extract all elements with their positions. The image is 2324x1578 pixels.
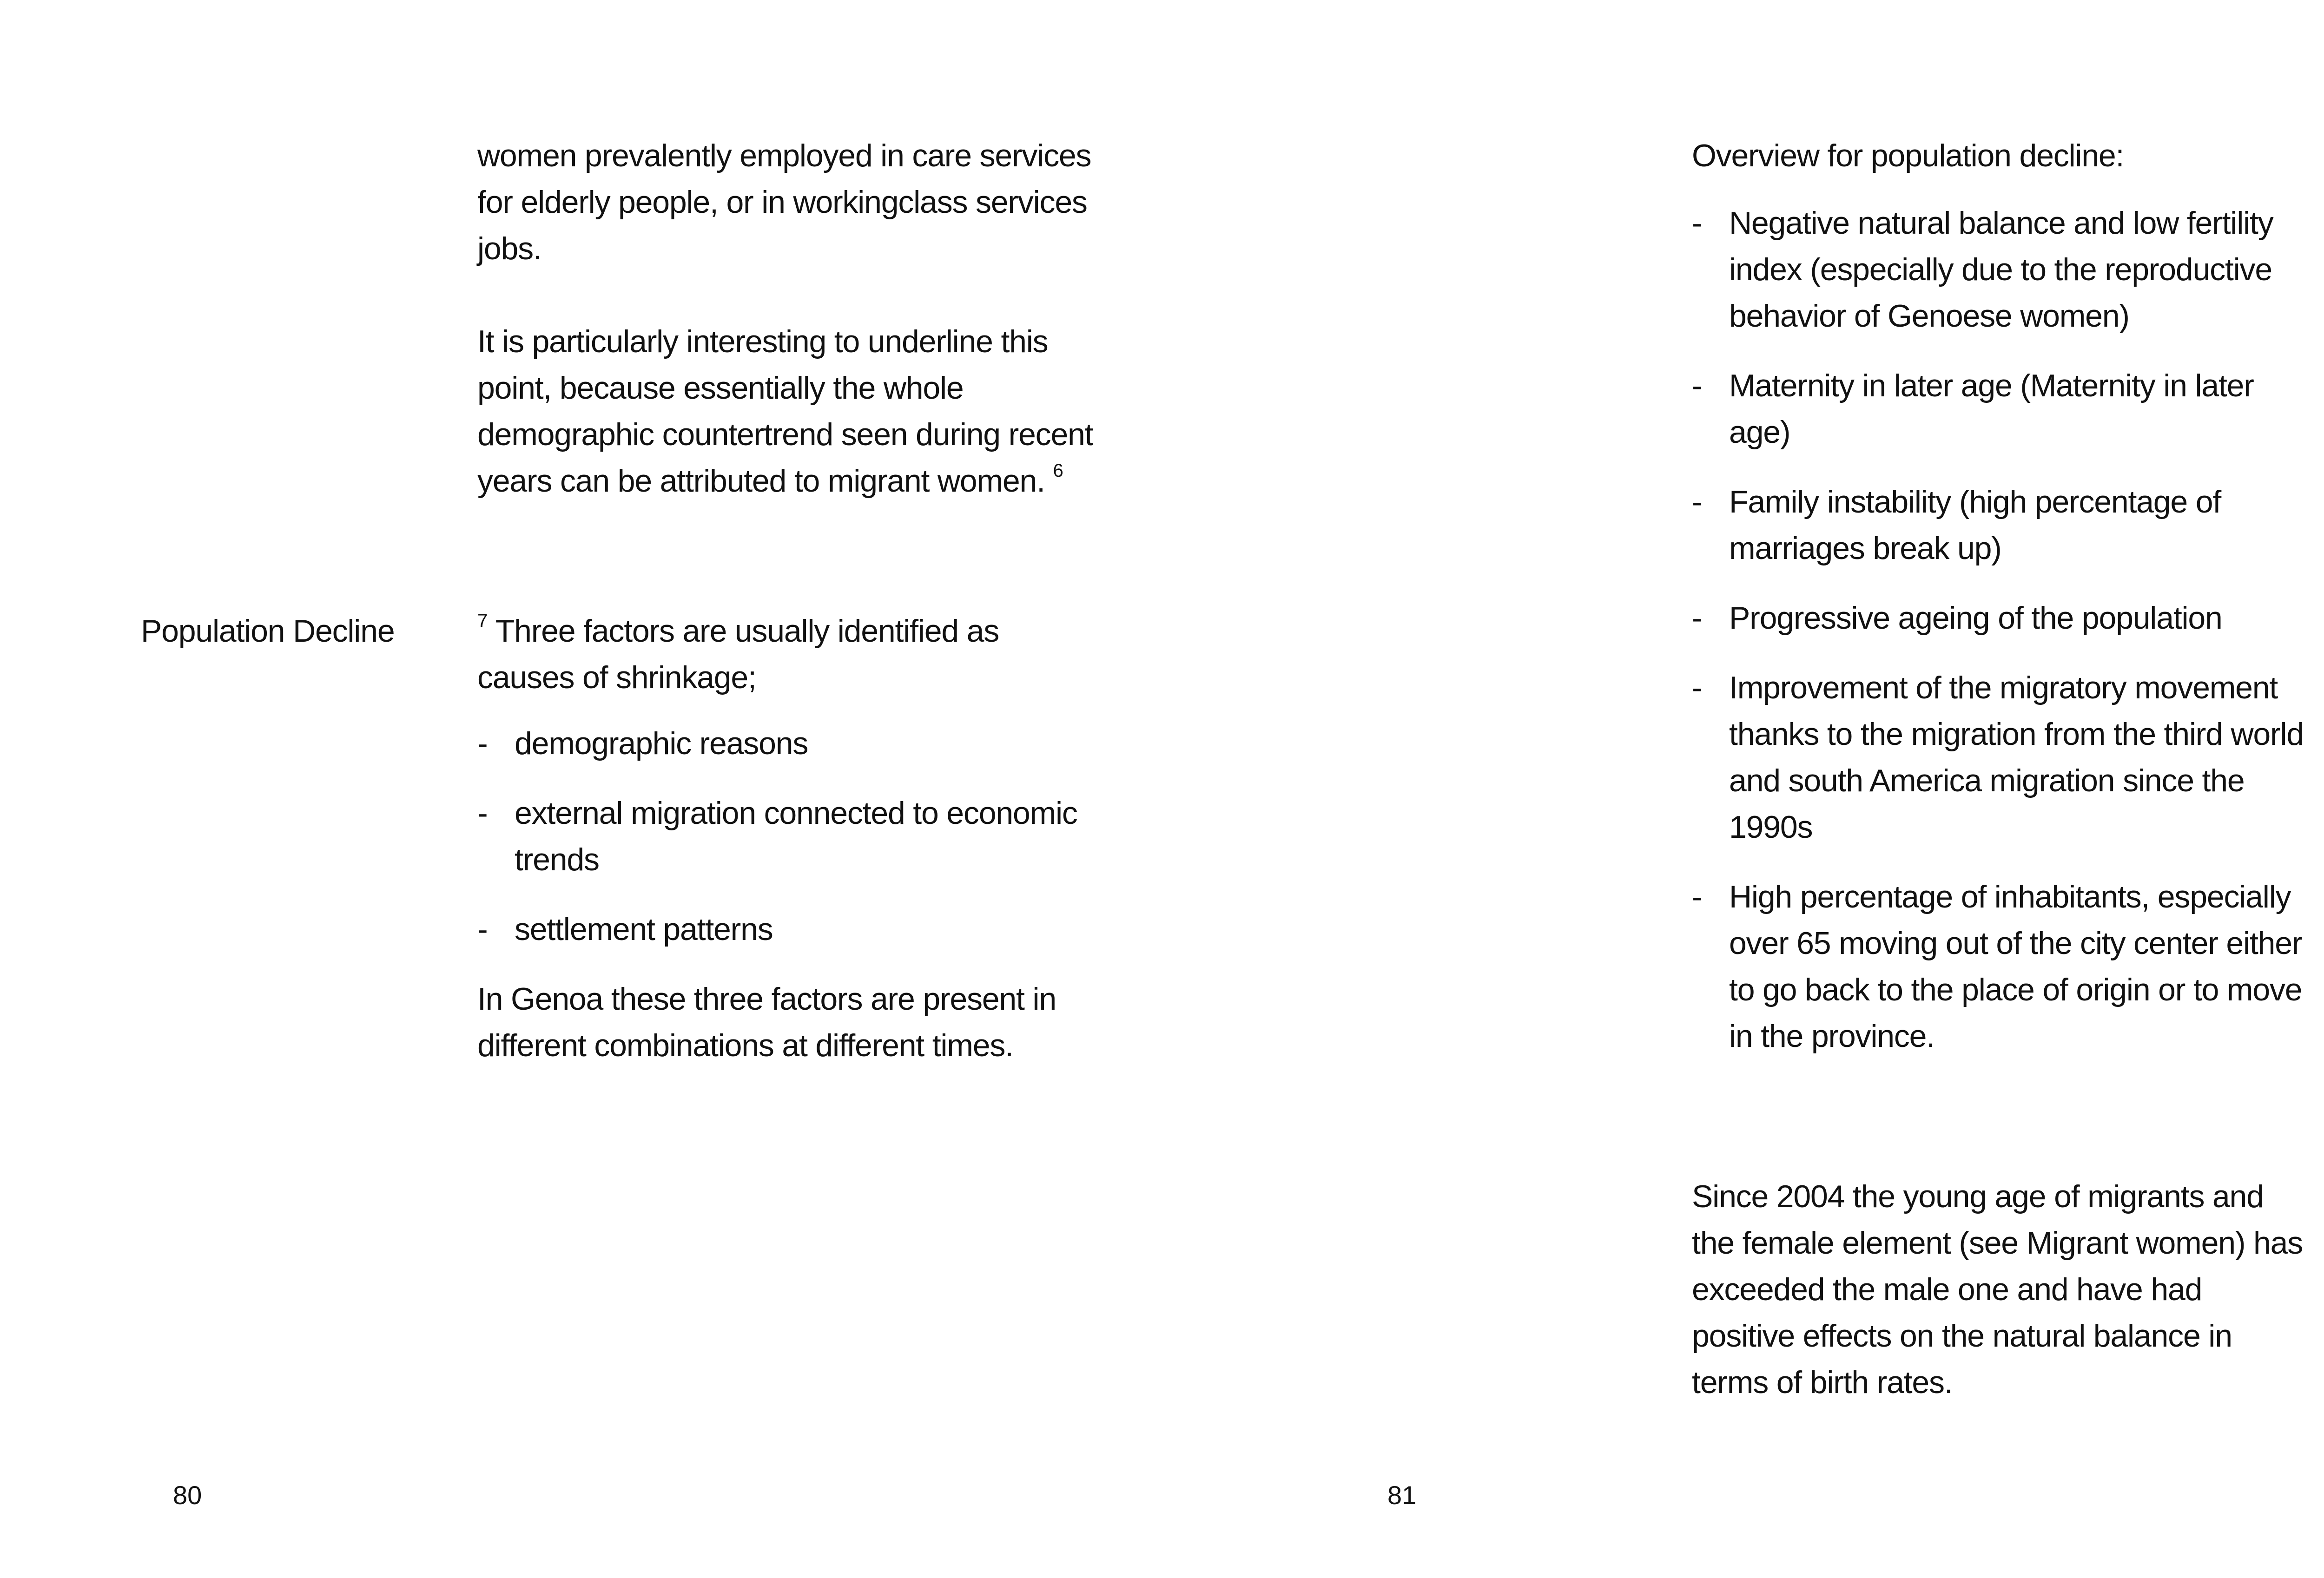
list-item: - external migration connected to economic trends bbox=[477, 790, 1096, 883]
paragraph-text: women prevalently employed in care services for elderly people, or in workingclass services jobs. bbox=[477, 138, 1091, 266]
page-number: 81 bbox=[1387, 1480, 1417, 1510]
body-paragraph bbox=[477, 318, 1096, 504]
paragraph-text-content: Three factors are usually identified as causes of shrinkage; bbox=[477, 613, 999, 695]
page-number: 80 bbox=[173, 1480, 202, 1510]
paragraph-text: In Genoa these three factors are present in different combinations at different times. bbox=[477, 981, 1056, 1063]
list-item: - Maternity in later age (Maternity in later age) bbox=[1692, 362, 2310, 455]
heading-text: Overview for population decline: bbox=[1692, 138, 2124, 173]
list-item: - settlement patterns bbox=[477, 906, 1096, 953]
body-paragraph bbox=[477, 608, 1096, 701]
list-item: - Improvement of the migratory movement thanks to the migration from the third world and south America migration since the 1990s bbox=[1692, 664, 2310, 850]
list-item: - High percentage of inhabitants, especially over 65 moving out of the city center either to go back to the place of origin or to move in the province. bbox=[1692, 874, 2310, 1059]
paragraph-text-content: It is particularly interesting to underline this point, because essentially the whole demographic countertrend seen during recent years can be attributed to migrant women. bbox=[477, 324, 1093, 499]
list-heading bbox=[1692, 132, 2310, 179]
section-side-label bbox=[141, 608, 438, 654]
body-paragraph bbox=[477, 976, 1096, 1069]
paragraph-text bbox=[477, 318, 1096, 504]
paragraph-text bbox=[477, 608, 1096, 701]
footnote-marker: 7 bbox=[477, 611, 488, 631]
list-item: - Negative natural balance and low fertility index (especially due to the reproductive behavior of Genoese women) bbox=[1692, 200, 2310, 339]
overview-list bbox=[1692, 200, 2310, 1083]
body-paragraph bbox=[1692, 1173, 2310, 1406]
list-item: - Progressive ageing of the population bbox=[1692, 595, 2310, 641]
list-item: - demographic reasons bbox=[477, 720, 1096, 767]
list-item: - Family instability (high percentage of marriages break up) bbox=[1692, 479, 2310, 572]
side-label-text: Population Decline bbox=[141, 613, 395, 649]
factor-list bbox=[477, 720, 1096, 976]
paragraph-text: Since 2004 the young age of migrants and the female element (see Migrant women) has exceeded the male one and have had positive effects on the natural balance in terms of birth rates. bbox=[1692, 1179, 2303, 1400]
footnote-marker: 6 bbox=[1053, 460, 1063, 481]
body-paragraph bbox=[477, 132, 1096, 272]
